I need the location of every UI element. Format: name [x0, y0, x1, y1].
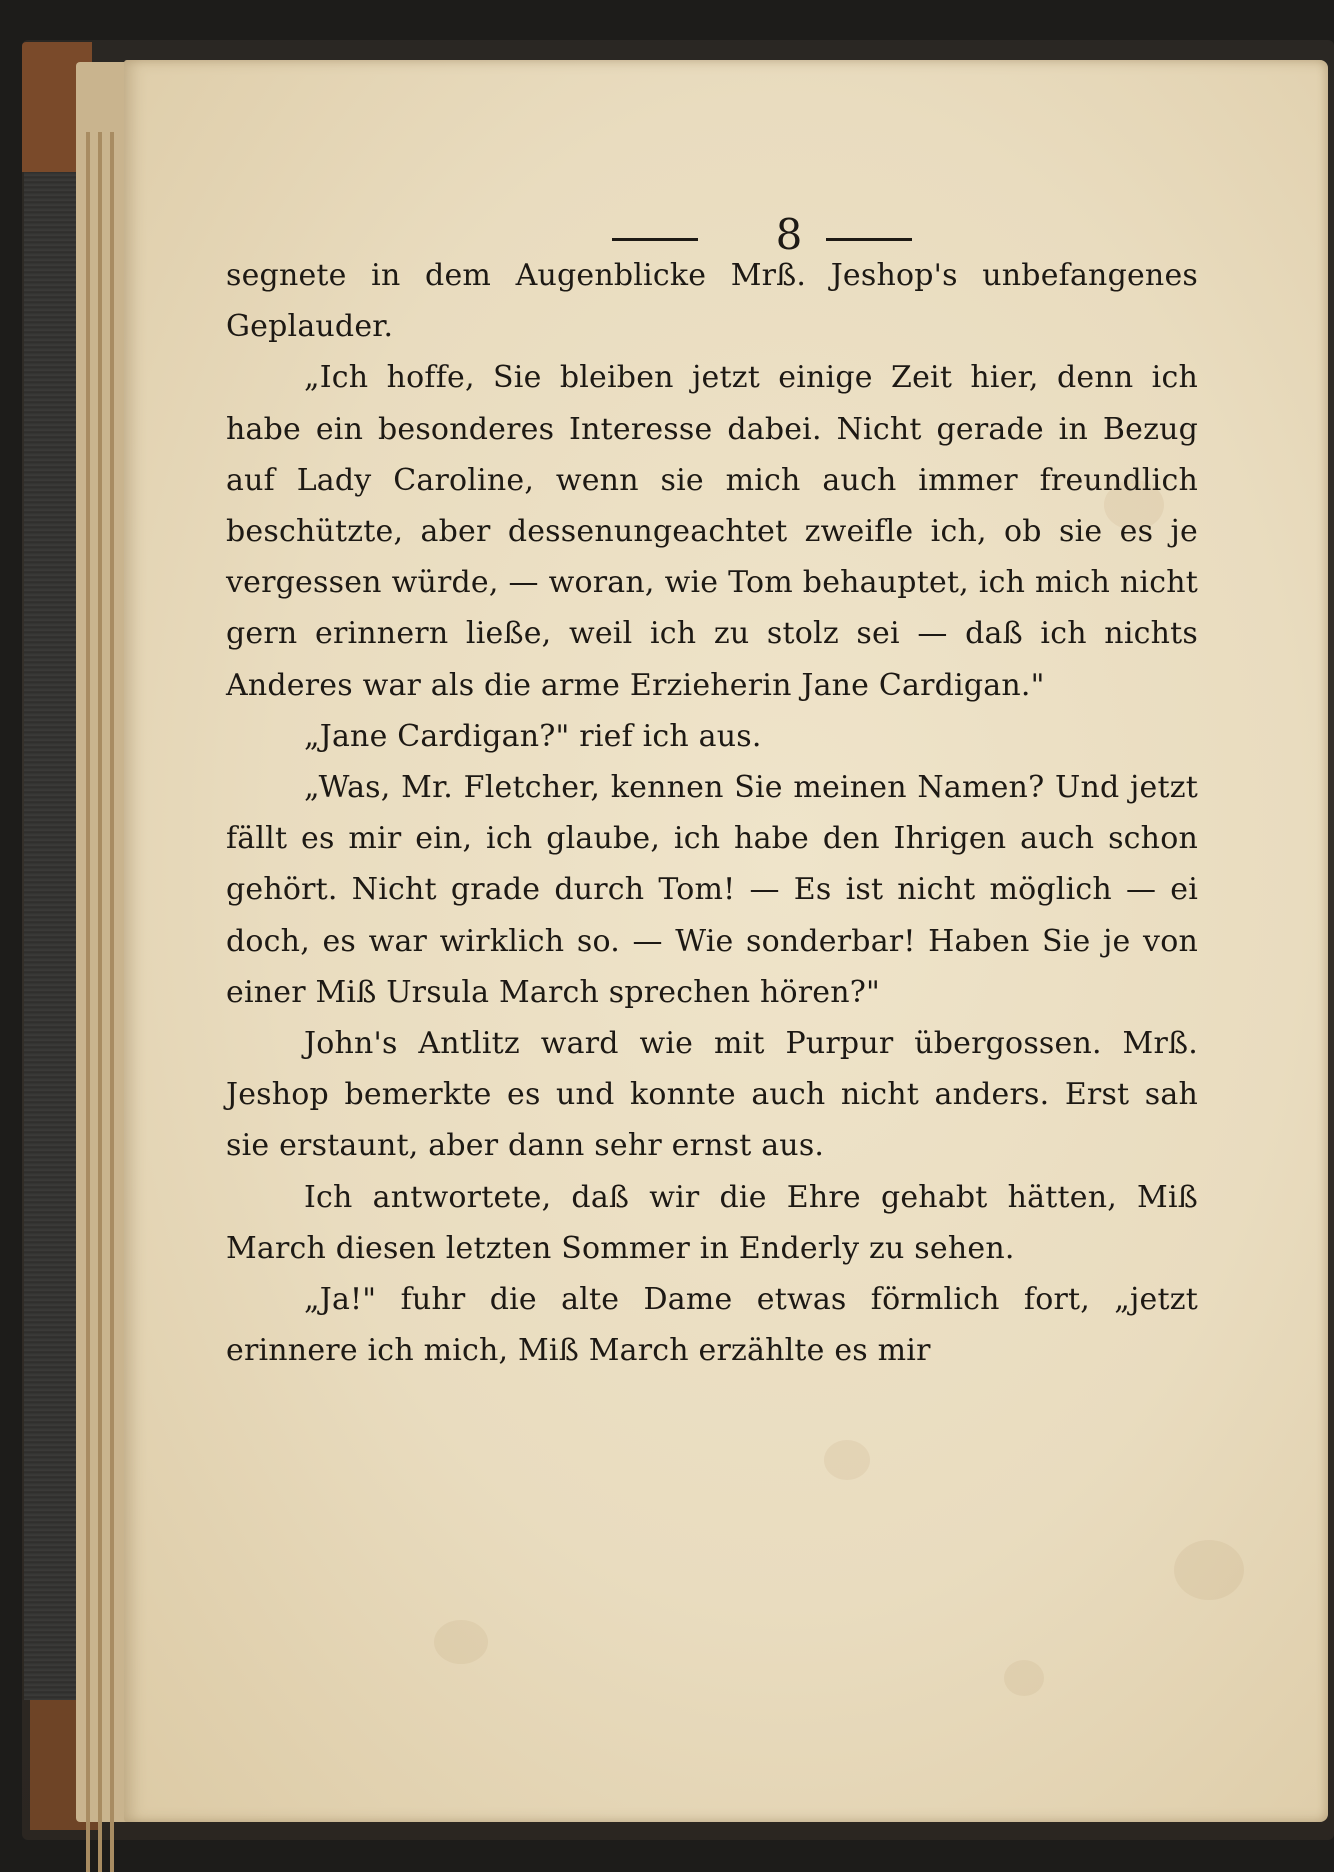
paragraph: „Ja!" fuhr die alte Dame etwas förmlich fort, „jetzt erinnere ich mich, Miß March erzählte es mir — [226, 1282, 1198, 1369]
paragraph: segnete in dem Augenblicke Mrß. Jeshop's unbefangenes Geplauder. — [226, 258, 1198, 345]
foxing-spot — [1174, 1540, 1244, 1600]
paragraph: „Jane Cardigan?" rief ich aus. — [304, 718, 762, 754]
foxing-spot — [1004, 1660, 1044, 1696]
page-number: 8 — [775, 210, 803, 259]
header-dash-left — [612, 238, 698, 241]
body-text — [226, 250, 1198, 1376]
header-dash-right — [826, 238, 912, 241]
book-spine — [24, 170, 84, 1700]
page-edge — [86, 132, 90, 1872]
foxing-spot — [824, 1440, 870, 1480]
paragraph: „Was, Mr. Fletcher, kennen Sie meinen Namen? Und jetzt fällt es mir ein, ich glaube, ich habe den Ihrigen auch schon gehört. Nicht grade durch Tom! — Es ist nicht möglich — ei doch, es war wirklich so. — Wie sonderbar! Haben Sie je von einer Miß Ursula March sprechen hören?" — [226, 770, 1198, 1010]
page-edge — [98, 132, 102, 1872]
paragraph: John's Antlitz ward wie mit Purpur übergossen. Mrß. Jeshop bemerkte es und konnte auch nicht anders. Erst sah sie erstaunt, aber dann sehr ernst aus. — [226, 1026, 1198, 1164]
paragraph: „Ich hoffe, Sie bleiben jetzt einige Zeit hier, denn ich habe ein besonderes Interesse dabei. Nicht gerade in Bezug auf Lady Caroline, wenn sie mich auch immer freundlich beschützte, aber dessenungeachtet zweifle ich, ob sie es je vergessen würde, — woran, wie Tom behauptet, ich mich nicht gern erinnern ließe, weil ich zu stolz sei — daß ich nichts Anderes war als die arme Erzieherin Jane Cardigan." — [226, 360, 1198, 703]
paragraph: Ich antwortete, daß wir die Ehre gehabt hätten, Miß March diesen letzten Sommer in Enderly zu sehen. — [226, 1179, 1198, 1266]
foxing-spot — [434, 1620, 488, 1664]
page-edge — [110, 132, 114, 1872]
